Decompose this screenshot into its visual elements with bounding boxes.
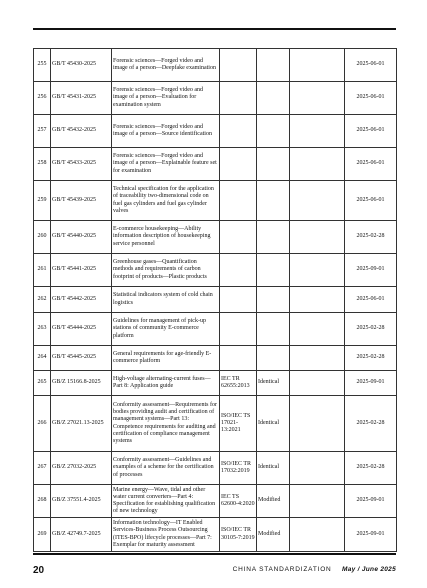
table-row	[34, 221, 397, 254]
table-row	[34, 371, 397, 396]
row-number: 269	[34, 518, 51, 552]
standard-title: Greenhouse gases—Quantification methods and requirements of carbon footprint of products—Plastic products	[112, 254, 220, 287]
implementation-date: 2025-06-01	[345, 82, 397, 115]
running-footer	[233, 566, 396, 573]
blank-cell	[290, 518, 345, 552]
standard-number: GB/T 45441-2025	[51, 254, 112, 287]
table-row	[34, 115, 397, 148]
implementation-date: 2025-09-01	[345, 518, 397, 552]
standard-number: GB/Z 42749.7-2025	[51, 518, 112, 552]
international-standard: ISO/IEC TR 17032:2019	[220, 452, 257, 485]
blank-cell	[290, 254, 345, 287]
adoption-relation	[257, 49, 290, 82]
standard-number: GB/T 45430-2025	[51, 49, 112, 82]
international-standard	[220, 82, 257, 115]
implementation-date: 2025-09-01	[345, 485, 397, 518]
row-number: 268	[34, 485, 51, 518]
adoption-relation: Modified	[257, 518, 290, 552]
standard-title: Conformity assessment—Guidelines and examples of a scheme for the certification of processes	[112, 452, 220, 485]
row-number: 264	[34, 346, 51, 371]
standard-title: Forensic sciences—Forged video and image of a person—Evaluation for examination system	[112, 82, 220, 115]
standard-title: Forensic sciences—Forged video and image of a person—Explainable feature set for examination	[112, 148, 220, 181]
row-number: 262	[34, 287, 51, 313]
standard-number: GB/T 45442-2025	[51, 287, 112, 313]
row-number: 255	[34, 49, 51, 82]
row-number: 266	[34, 396, 51, 452]
blank-cell	[290, 287, 345, 313]
table-row	[34, 82, 397, 115]
standard-number: GB/T 45445-2025	[51, 346, 112, 371]
implementation-date: 2025-02-28	[345, 221, 397, 254]
table-row	[34, 254, 397, 287]
adoption-relation	[257, 287, 290, 313]
international-standard	[220, 313, 257, 346]
standard-number: GB/T 45433-2025	[51, 148, 112, 181]
blank-cell	[290, 148, 345, 181]
implementation-date: 2025-06-01	[345, 115, 397, 148]
blank-cell	[290, 221, 345, 254]
implementation-date: 2025-06-01	[345, 49, 397, 82]
implementation-date: 2025-02-28	[345, 346, 397, 371]
table-row	[34, 346, 397, 371]
page-number: 20	[33, 565, 45, 576]
blank-cell	[290, 346, 345, 371]
row-number: 265	[34, 371, 51, 396]
blank-cell	[290, 181, 345, 221]
implementation-date: 2025-09-01	[345, 254, 397, 287]
international-standard: IEC TS 62600-4:2020	[220, 485, 257, 518]
standard-number: GB/T 45444-2025	[51, 313, 112, 346]
row-number: 260	[34, 221, 51, 254]
blank-cell	[290, 313, 345, 346]
adoption-relation	[257, 346, 290, 371]
international-standard	[220, 287, 257, 313]
adoption-relation	[257, 221, 290, 254]
blank-cell	[290, 115, 345, 148]
implementation-date: 2025-09-01	[345, 371, 397, 396]
standards-table-body	[34, 49, 397, 552]
publication-name: CHINA STANDARDIZATION	[232, 566, 332, 573]
header-rule	[33, 28, 396, 30]
table-row	[34, 396, 397, 452]
international-standard	[220, 221, 257, 254]
row-number: 261	[34, 254, 51, 287]
international-standard: ISO/IEC TR 30105-7:2019	[220, 518, 257, 552]
standard-title: Statistical indicators system of cold chain logistics	[112, 287, 220, 313]
standard-title: Forensic sciences—Forged video and image of a person—Deepfake examination	[112, 49, 220, 82]
row-number: 267	[34, 452, 51, 485]
row-number: 259	[34, 181, 51, 221]
table-row	[34, 181, 397, 221]
blank-cell	[290, 371, 345, 396]
standard-number: GB/T 45431-2025	[51, 82, 112, 115]
table-row	[34, 287, 397, 313]
international-standard	[220, 49, 257, 82]
international-standard	[220, 115, 257, 148]
standard-title: Technical specification for the application of traceability two-dimensional code on fuel gas cylinders and fuel gas cylinder valves	[112, 181, 220, 221]
standard-number: GB/T 45440-2025	[51, 221, 112, 254]
adoption-relation	[257, 313, 290, 346]
implementation-date: 2025-06-01	[345, 148, 397, 181]
implementation-date: 2025-02-28	[345, 313, 397, 346]
standard-title: General requirements for age-friendly E-commerce platform	[112, 346, 220, 371]
standard-number: GB/T 45439-2025	[51, 181, 112, 221]
adoption-relation	[257, 82, 290, 115]
standard-title: Conformity assessment—Requirements for bodies providing audit and certification of management systems—Part 13: Competence requirements for auditing and certification of compliance management systems	[112, 396, 220, 452]
international-standard	[220, 148, 257, 181]
table-row	[34, 485, 397, 518]
implementation-date: 2025-06-01	[345, 181, 397, 221]
standard-title: Forensic sciences—Forged video and image of a person—Source identification	[112, 115, 220, 148]
footer-rule	[33, 553, 396, 555]
international-standard	[220, 181, 257, 221]
adoption-relation: Identical	[257, 452, 290, 485]
implementation-date: 2025-02-28	[345, 396, 397, 452]
standard-number: GB/Z 37551.4-2025	[51, 485, 112, 518]
standard-title: E-commerce housekeeping—Ability information description of housekeeping service personnel	[112, 221, 220, 254]
standards-table	[33, 48, 397, 552]
row-number: 263	[34, 313, 51, 346]
adoption-relation	[257, 115, 290, 148]
table-row	[34, 452, 397, 485]
standard-title: Marine energy—Wave, tidal and other water current converters—Part 4: Specification for establishing qualification of new technology	[112, 485, 220, 518]
international-standard: IEC TR 62655:2013	[220, 371, 257, 396]
standard-number: GB/Z 27021.13-2025	[51, 396, 112, 452]
issue-date: May / June 2025	[342, 566, 396, 573]
standard-number: GB/Z 27032-2025	[51, 452, 112, 485]
international-standard	[220, 346, 257, 371]
row-number: 256	[34, 82, 51, 115]
standard-title: Guidelines for management of pick-up stations of community E-commerce platform	[112, 313, 220, 346]
blank-cell	[290, 452, 345, 485]
standard-number: GB/T 45432-2025	[51, 115, 112, 148]
blank-cell	[290, 82, 345, 115]
international-standard	[220, 254, 257, 287]
adoption-relation: Identical	[257, 396, 290, 452]
table-row	[34, 148, 397, 181]
adoption-relation	[257, 148, 290, 181]
row-number: 257	[34, 115, 51, 148]
standard-title: Information technology—IT Enabled Services-Business Process Outsourcing (ITES-BPO) lifecycle processes—Part 7: Exemplar for maturity assessment	[112, 518, 220, 552]
implementation-date: 2025-02-28	[345, 452, 397, 485]
international-standard: ISO/IEC TS 17021-13:2021	[220, 396, 257, 452]
adoption-relation: Identical	[257, 371, 290, 396]
table-row	[34, 313, 397, 346]
implementation-date: 2025-06-01	[345, 287, 397, 313]
adoption-relation	[257, 181, 290, 221]
adoption-relation: Modified	[257, 485, 290, 518]
adoption-relation	[257, 254, 290, 287]
table-row	[34, 49, 397, 82]
blank-cell	[290, 396, 345, 452]
standard-number: GB/Z 15166.8-2025	[51, 371, 112, 396]
table-row	[34, 518, 397, 552]
standard-title: High-voltage alternating-current fuses—Part 8: Application guide	[112, 371, 220, 396]
blank-cell	[290, 49, 345, 82]
blank-cell	[290, 485, 345, 518]
row-number: 258	[34, 148, 51, 181]
